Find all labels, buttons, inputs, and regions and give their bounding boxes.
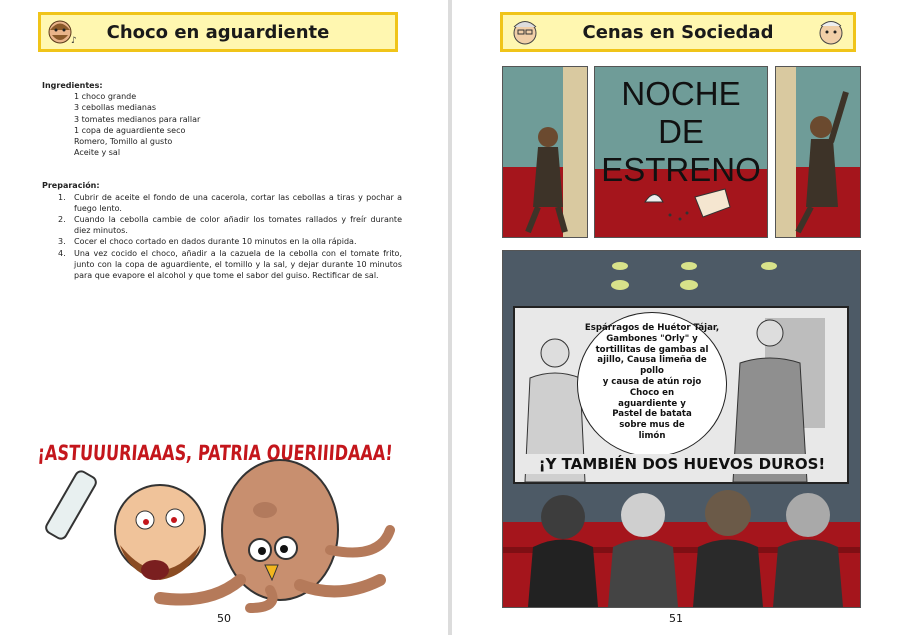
octopus-comic-illustration bbox=[36, 420, 503, 610]
cinema-screen bbox=[513, 306, 849, 484]
speech-bubble: Espárragos de Huétor Tájar, Gambones "Orly" y tortillitas de gambas al ajillo, Causa limeña de pollo y causa de atún rojo Choco en aguardiente y Pastel de batata sobre mus de limón bbox=[577, 312, 727, 457]
comic-title: Cenas en Sociedad bbox=[582, 21, 774, 43]
preparation-heading: Preparación: bbox=[42, 181, 100, 191]
page-number: 50 bbox=[217, 612, 231, 625]
recipe-body bbox=[42, 80, 402, 281]
ingredient-item: 3 tomates medianos para rallar bbox=[74, 114, 201, 124]
step-item: 4. Una vez cocido el choco, añadir a la cazuela de la cebolla con el tomate frito, junto con la copa de aguardiente, el tomillo y la sal, y dejar durante 10 minutos para que evapore el alcohol y que tome el sabor del guiso. Rectificar de sal. bbox=[58, 248, 402, 281]
cartoon-face-icon bbox=[45, 17, 77, 47]
right-page bbox=[452, 0, 900, 635]
comic-title-bar bbox=[500, 12, 856, 52]
comic-panel-left-dancer bbox=[502, 66, 588, 238]
noche-de-estreno-sign: NOCHE DE ESTRENO bbox=[601, 75, 761, 188]
recipe-title: Choco en aguardiente bbox=[106, 21, 330, 43]
cartoon-face-icon bbox=[815, 17, 847, 47]
screen-caption: ¡Y TAMBIÉN DOS HUEVOS DUROS! bbox=[521, 454, 843, 474]
step-item: 2. Cuando la cebolla cambie de color añadir los tomates rallados y freír durante diez minutos. bbox=[58, 215, 402, 236]
ingredient-item: Aceite y sal bbox=[74, 148, 121, 158]
ingredients-heading: Ingredientes: bbox=[42, 81, 103, 90]
step-item: 3. Cocer el choco cortado en dados durante 10 minutos en la olla rápida. bbox=[58, 237, 357, 247]
comic-panel-right-dancer bbox=[775, 66, 861, 238]
preparation-steps bbox=[42, 192, 402, 282]
comic-panel-sign bbox=[594, 66, 768, 238]
recipe-title-bar bbox=[38, 12, 398, 52]
comic-shout: ¡ASTUUURIAAAS, PATRIA QUERIIIDAAA! bbox=[36, 440, 503, 465]
cartoon-face-icon bbox=[509, 17, 541, 47]
comic-panel-theater bbox=[502, 250, 861, 608]
ingredient-item: 3 cebollas medianas bbox=[74, 103, 157, 113]
dropped-objects-illustration bbox=[635, 177, 735, 227]
music-note-icon: ♪ bbox=[71, 36, 77, 46]
ingredient-item: Romero, Tomillo al gusto bbox=[74, 137, 173, 147]
ingredient-item: 1 choco grande bbox=[74, 92, 137, 102]
step-item: 1. Cubrir de aceite el fondo de una cacerola, cortar las cebollas a tiras y pochar a fuego lento. bbox=[58, 192, 402, 213]
audience-seats bbox=[503, 487, 860, 607]
ingredient-item: 1 copa de aguardiente seco bbox=[74, 125, 186, 135]
page-number: 51 bbox=[669, 612, 683, 625]
